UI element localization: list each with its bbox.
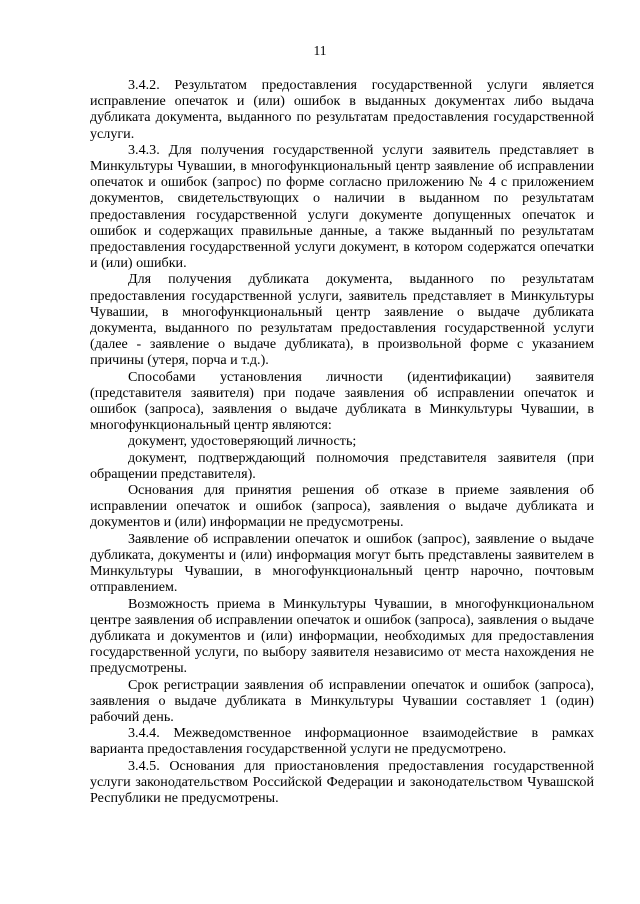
paragraph-extraterritorial: Возможность приема в Минкультуры Чувашии, в многофункциональном центре заявления об исправлении опечаток и ошибок (запроса), заявления о выдаче дубликата и документов и (или) информации, необходимых для предоставления государственной услуги, по выбору заявителя независимо от места нахождения не предусмотрены.	[90, 595, 594, 677]
paragraph-refusal-grounds: Основания для принятия решения об отказе в приеме заявления об исправлении опечаток и ошибок (запроса), заявления о выдаче дубликата и документов и (или) информации не предусмотрены.	[90, 482, 594, 531]
page-number: 11	[313, 43, 327, 58]
list-item-identity-document: документ, удостоверяющий личность;	[128, 433, 357, 450]
list-item-authority-document: документ, подтверждающий полномочия представителя заявителя (при обращении представителя).	[90, 449, 594, 482]
paragraph-3-4-2: 3.4.2. Результатом предоставления государственной услуги является исправление опечаток и (или) ошибок в выданных документах либо выдача дубликата документа, выданного по результатам предоставления государственной услуги.	[90, 77, 594, 142]
paragraph-registration-term: Срок регистрации заявления об исправлении опечаток и ошибок (запроса), заявления о выдаче дубликата в Минкультуры Чувашии составляет 1 (один) рабочий день.	[90, 676, 594, 725]
paragraph-submission-methods: Заявление об исправлении опечаток и ошибок (запрос), заявление о выдаче дубликата, документы и (или) информация могут быть представлены заявителем в Минкультуры Чувашии, в многофункциональный центр нарочно, почтовым отправлением.	[90, 530, 594, 596]
paragraph-3-4-5: 3.4.5. Основания для приостановления предоставления государственной услуги законодательством Российской Федерации и законодательством Чувашской Республики не предусмотрены.	[90, 757, 594, 806]
paragraph-3-4-4: 3.4.4. Межведомственное информационное взаимодействие в рамках варианта предоставления государственной услуги не предусмотрено.	[90, 725, 594, 758]
paragraph-identification-methods: Способами установления личности (идентификации) заявителя (представителя заявителя) при подаче заявления об исправлении опечаток и ошибок (запроса), заявления о выдаче дубликата в Минкультуры Чувашии, в многофункциональный центр являются:	[90, 368, 594, 434]
paragraph-duplicate-request: Для получения дубликата документа, выданного по результатам предоставления государственной услуги, заявитель представляет в Минкультуры Чувашии, в многофункциональный центр заявление о выдаче дубликата документа, выданного по результатам предоставления государственной услуги (далее - заявление о выдаче дубликата), в произвольной форме с указанием причины (утеря, порча и т.д.).	[90, 271, 594, 369]
document-body	[90, 77, 594, 806]
paragraph-3-4-3: 3.4.3. Для получения государственной услуги заявитель представляет в Минкультуры Чувашии, в многофункциональный центр заявление об исправлении опечаток и ошибок (запрос) по форме согласно приложению № 4 с приложением документов, свидетельствующих о наличии в выданном по результатам предоставления государственной услуги документе допущенных опечаток и ошибок и содержащих правильные данные, а также выданный по результатам предоставления государственной услуги документ, в котором содержатся опечатки и (или) ошибки.	[90, 141, 594, 272]
